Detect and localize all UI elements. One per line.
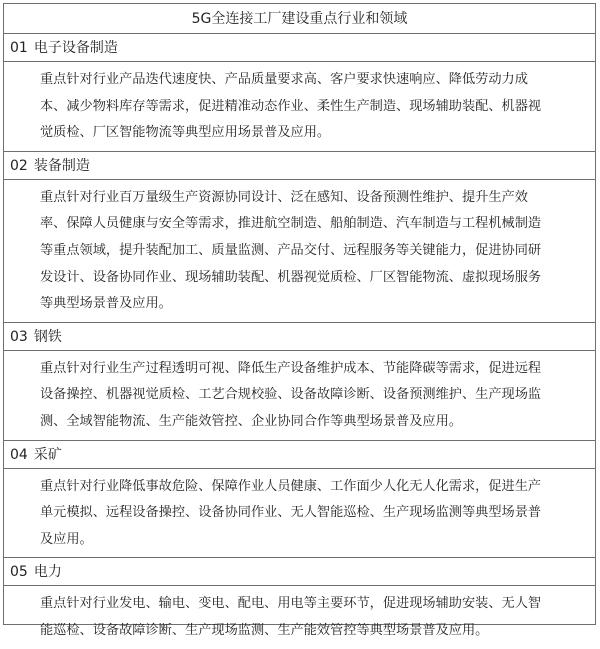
section-number: 02 bbox=[10, 157, 28, 174]
section-heading-mining bbox=[4, 441, 595, 469]
section-name: 采矿 bbox=[33, 446, 62, 463]
body-line: 重点针对行业发电、输电、变电、配电、用电等主要环节，促进现场辅助安装、无人智 bbox=[40, 596, 542, 612]
section-number: 05 bbox=[10, 564, 28, 581]
section-name: 电力 bbox=[33, 564, 62, 581]
section-body-steel bbox=[4, 351, 595, 441]
section-name: 电子设备制造 bbox=[33, 40, 118, 56]
section-heading-steel bbox=[4, 323, 595, 351]
body-line: 重点针对行业生产过程透明可视、降低生产设备维护成本、节能降碳等需求，促进远程 bbox=[40, 360, 542, 376]
body-line: 发设计、设备协同作业、现场辅助装配、机器视觉质检、厂区智能物流、虚拟现场服务 bbox=[40, 269, 542, 285]
body-line: 率、保障人员健康与安全等需求，推进航空制造、船舶制造、汽车制造与工程机械制造 bbox=[40, 216, 542, 232]
body-line: 单元模拟、远程设备操控、设备协同作业、无人智能巡检、生产现场监测等典型场景普 bbox=[40, 505, 542, 521]
body-line: 重点针对行业产品迭代速度快、产品质量要求高、客户要求快速响应、降低劳动力成 bbox=[40, 72, 528, 87]
section-heading-equipment bbox=[4, 152, 595, 180]
section-body-power bbox=[4, 586, 595, 648]
body-line: 设备操控、机器视觉质检、工艺合规校验、设备故障诊断、设备预测维护、生产现场监 bbox=[40, 387, 542, 403]
body-line: 觉质检、厂区智能物流等典型应用场景普及应用。 bbox=[40, 125, 331, 141]
section-name: 钢铁 bbox=[33, 328, 62, 345]
body-line: 及应用。 bbox=[40, 531, 93, 547]
section-body-equipment bbox=[4, 180, 595, 323]
body-line: 本、减少物料库存等需求，促进精准动态作业、柔性生产制造、现场辅助装配、机器视 bbox=[40, 98, 542, 114]
body-line: 等重点领域，提升装配加工、质量监测、产品交付、远程服务等关键能力，促进协同研 bbox=[40, 242, 542, 258]
section-body-electronics bbox=[4, 62, 595, 152]
body-line: 能巡检、设备故障诊断、生产现场监测、生产能效管控等典型场景普及应用。 bbox=[40, 622, 489, 638]
body-line: 等典型场景普及应用。 bbox=[40, 296, 172, 312]
table-title: 5G全连接工厂建设重点行业和领域 bbox=[4, 4, 595, 34]
section-number: 03 bbox=[10, 328, 28, 345]
section-heading-power bbox=[4, 558, 595, 586]
body-line: 测、全域智能物流、生产能效管控、企业协同合作等典型场景普及应用。 bbox=[40, 413, 462, 429]
section-heading-electronics bbox=[4, 34, 595, 62]
section-name: 装备制造 bbox=[33, 157, 90, 174]
section-body-mining bbox=[4, 469, 595, 559]
body-line: 重点针对行业降低事故危险、保障作业人员健康、工作面少人化无人化需求，促进生产 bbox=[40, 478, 542, 494]
section-number: 01 bbox=[10, 40, 28, 56]
industries-table bbox=[3, 3, 596, 638]
body-line: 重点针对行业百万量级生产资源协同设计、泛在感知、设备预测性维护、提升生产效 bbox=[40, 189, 528, 205]
section-number: 04 bbox=[10, 446, 28, 463]
